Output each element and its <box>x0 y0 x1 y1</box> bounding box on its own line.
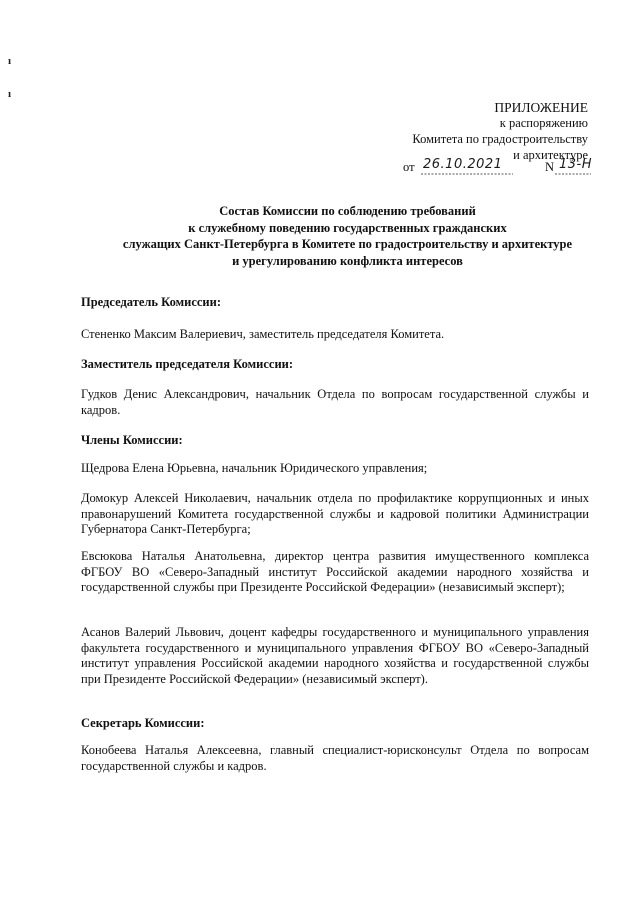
document-title <box>100 203 595 269</box>
handwritten-order-number: 13-Н <box>559 157 593 172</box>
date-underline <box>421 173 513 177</box>
appendix-committee: Комитета по градостроительству <box>412 132 588 146</box>
member-1: Щедрова Елена Юрьевна, начальник Юридического управления; <box>81 461 428 475</box>
chair-heading: Председатель Комиссии: <box>81 295 221 309</box>
members-heading: Члены Комиссии: <box>81 433 183 447</box>
title-line-4: и урегулированию конфликта интересов <box>232 253 463 268</box>
appendix-to-order: к распоряжению <box>499 116 588 130</box>
date-prefix: от <box>403 160 415 174</box>
margin-mark-bottom: ı <box>8 88 12 100</box>
member-4: Асанов Валерий Львович, доцент кафедры государственного и муниципального управления факультета государственного и муниципального управления ФГБОУ ВО «Северо-Западный институт управления Российской академии народного хозяйства и государственной службы при Президенте Российской Федерации» (независимый эксперт). <box>81 625 589 686</box>
number-underline <box>555 173 591 177</box>
title-line-2: к служебному поведению государственных гражданских <box>188 220 507 235</box>
margin-mark-top: ı <box>8 55 12 67</box>
member-3: Евсюкова Наталья Анатольевна, директор центра развития имущественного комплекса ФГБОУ ВО «Северо-Западный институт Российской академии народного хозяйства и государственной службы при Президенте Российской Федерации» (независимый эксперт); <box>81 549 589 594</box>
appendix-label: ПРИЛОЖЕНИЕ <box>494 100 588 115</box>
number-prefix: N <box>545 160 555 174</box>
order-date-number-line <box>403 157 593 179</box>
secretary-heading: Секретарь Комиссии: <box>81 716 205 730</box>
deputy-heading: Заместитель председателя Комиссии: <box>81 357 294 371</box>
chair-text: Стененко Максим Валериевич, заместитель председателя Комитета. <box>81 327 445 341</box>
member-2: Домокур Алексей Николаевич, начальник отдела по профилактике коррупционных и иных правонарушений Комитета государственной службы и кадровой политики Администрации Губернатора Санкт-Петербурга; <box>81 491 589 536</box>
deputy-text: Гудков Денис Александрович, начальник Отдела по вопросам государственной службы и кадров. <box>81 387 589 417</box>
handwritten-date: 26.10.2021 <box>423 157 503 172</box>
title-line-3: служащих Санкт-Петербурга в Комитете по градостроительству и архитектуре <box>122 237 573 251</box>
secretary-text: Конобеева Наталья Алексеевна, главный специалист-юрисконсульт Отдела по вопросам государственной службы и кадров. <box>81 743 589 773</box>
appendix-architecture: и архитектуре <box>513 148 588 162</box>
title-line-1: Состав Комиссии по соблюдению требований <box>219 204 476 218</box>
